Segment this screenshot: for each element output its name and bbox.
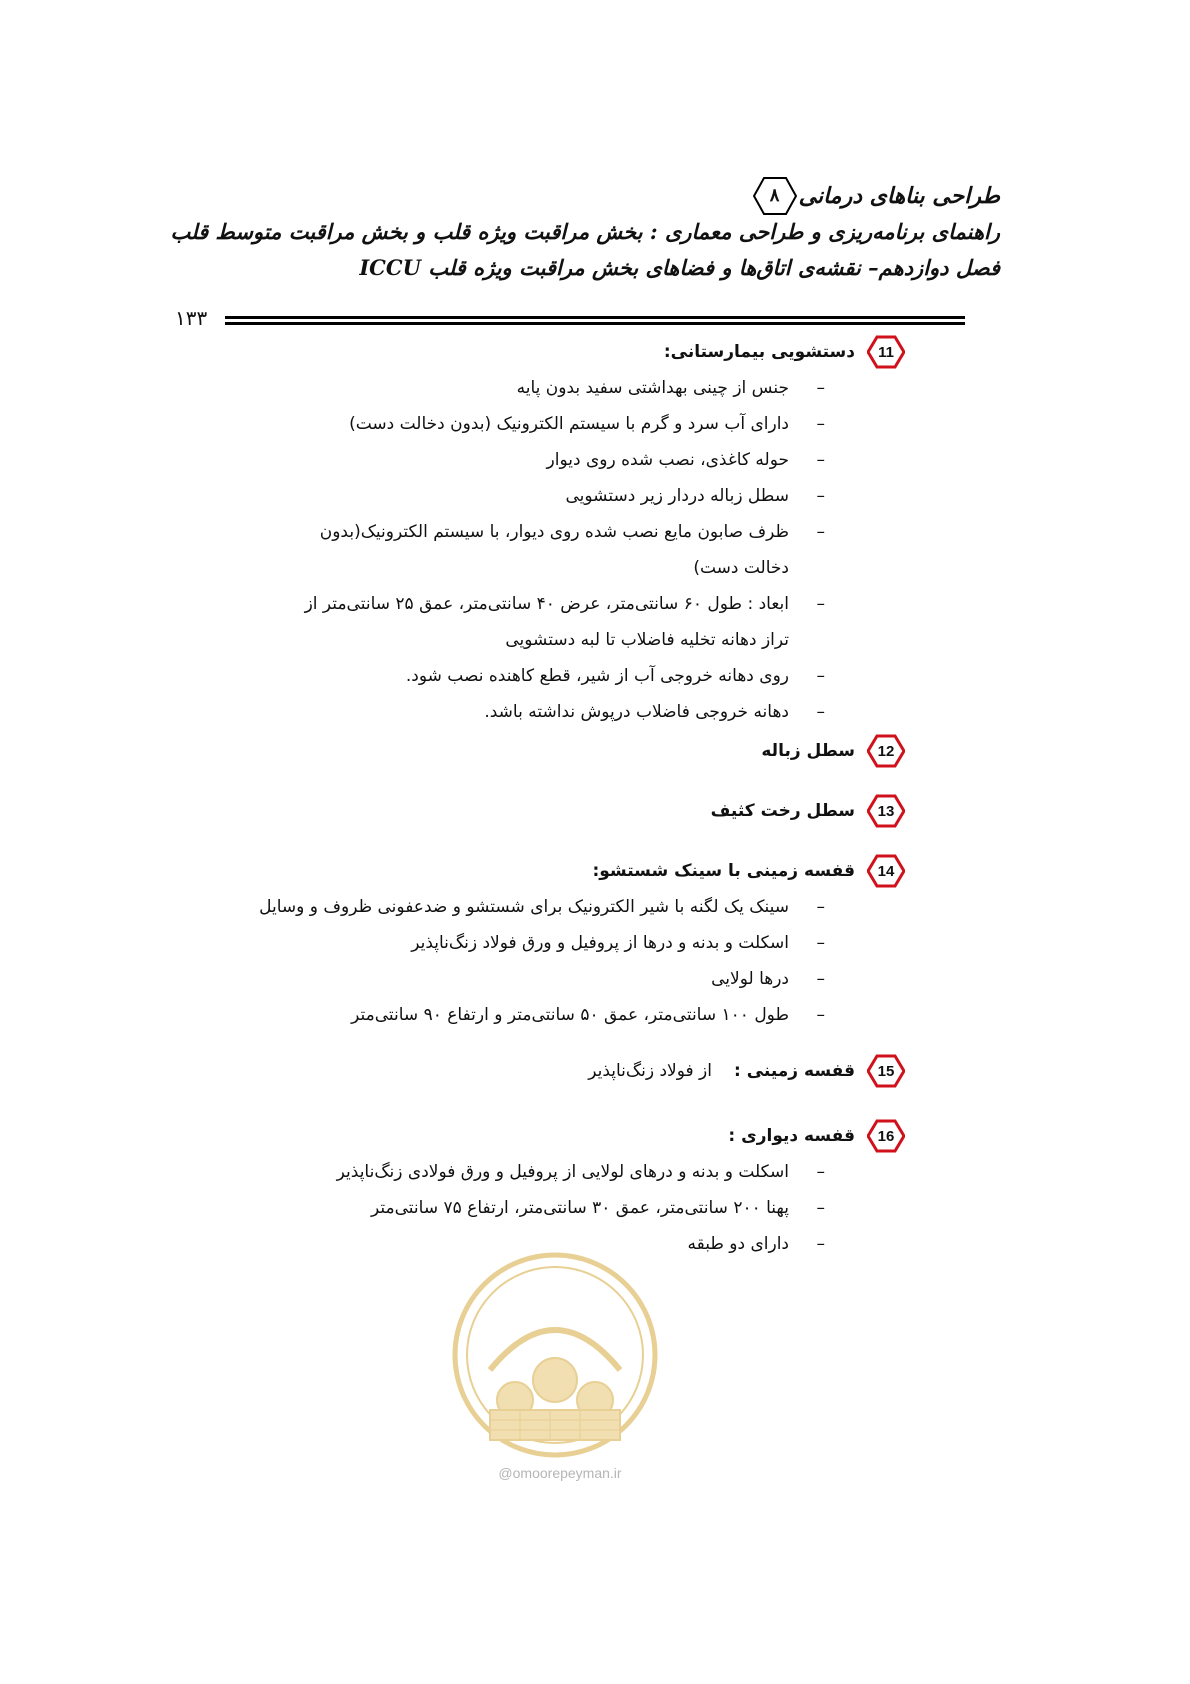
watermark-logo — [450, 1250, 660, 1460]
list-item — [289, 1190, 825, 1226]
section-heading — [185, 1118, 905, 1154]
section-title: قفسه زمینی با سینک شستشو: — [592, 861, 855, 881]
watermark-url: @omoorepeyman.ir — [498, 1465, 622, 1481]
section-heading — [185, 733, 905, 769]
dash-bullet: – — [816, 450, 825, 470]
list-item — [289, 997, 825, 1033]
number-badge — [867, 854, 905, 888]
item-text: سطل زباله دردار زیر دستشویی — [565, 486, 789, 506]
number-badge — [867, 1054, 905, 1088]
dash-bullet: – — [816, 1005, 825, 1025]
item-text: اسکلت و بدنه و درها از پروفیل و ورق فولاد زنگ‌ناپذیر — [411, 933, 789, 953]
section-title: سطل زباله — [761, 741, 855, 761]
item-text: روی دهانه خروجی آب از شیر، قطع کاهنده نصب شود. — [405, 666, 789, 686]
book-subtitle: راهنمای برنامه‌ریزی و طراحی معماری : بخش مراقبت ویژه قلب و بخش مراقبت متوسط قلب — [170, 219, 1000, 244]
list-item — [289, 658, 825, 694]
section-title: قفسه دیواری : — [728, 1126, 855, 1146]
section-13 — [185, 793, 905, 829]
item-text: پهنا ۲۰۰ سانتی‌متر، عمق ۳۰ سانتی‌متر، ارتفاع ۷۵ سانتی‌متر — [371, 1198, 789, 1218]
number-badge — [867, 794, 905, 828]
list-item — [289, 442, 825, 478]
number-badge — [867, 1119, 905, 1153]
book-title: طراحی بناهای درمانی — [798, 183, 1000, 209]
section-number: 12 — [877, 742, 895, 760]
section-title: قفسه زمینی : — [733, 1061, 855, 1081]
item-text: ظرف صابون مایع نصب شده روی دیوار، با سیستم الکترونیک(بدون دخالت دست) — [319, 522, 789, 578]
item-text: درها لولایی — [711, 969, 789, 989]
list-item — [289, 1154, 825, 1190]
item-text: دارای آب سرد و گرم با سیستم الکترونیک (بدون دخالت دست) — [349, 414, 789, 434]
page-number: ۱۳۳ — [175, 306, 208, 330]
section-number: 11 — [878, 343, 894, 361]
section-heading — [185, 793, 905, 829]
list-item — [289, 406, 825, 442]
item-text: اسکلت و بدنه و درهای لولایی از پروفیل و ورق فولادی زنگ‌ناپذیر — [336, 1162, 789, 1182]
item-text: دهانه خروجی فاضلاب درپوش نداشته باشد. — [484, 702, 789, 722]
section-heading — [185, 334, 905, 370]
section-number: 15 — [877, 1062, 895, 1080]
dash-bullet: – — [816, 414, 825, 434]
volume-number: ۸ — [769, 185, 780, 206]
dash-bullet: – — [816, 1162, 825, 1182]
dash-bullet: – — [816, 666, 825, 686]
number-badge — [867, 335, 905, 369]
dash-bullet: – — [816, 486, 825, 506]
list-item — [229, 889, 825, 925]
dash-bullet: – — [816, 378, 825, 398]
section-number: 16 — [877, 1127, 895, 1145]
dash-bullet: – — [816, 897, 825, 917]
section-title: دستشویی بیمارستانی: — [663, 342, 855, 362]
item-text: سینک یک لگنه با شیر الکترونیک برای شستشو و ضدعفونی ظروف و وسایل — [259, 897, 789, 917]
book-title-line — [190, 178, 1000, 214]
section-14 — [185, 853, 905, 1033]
list-item — [289, 586, 825, 658]
list-item — [289, 694, 825, 730]
book-header — [170, 178, 1000, 286]
list-item — [289, 514, 825, 586]
number-badge — [867, 734, 905, 768]
header-rule — [225, 316, 965, 325]
item-text: ابعاد : طول ۶۰ سانتی‌متر، عرض ۴۰ سانتی‌متر، عمق ۲۵ سانتی‌متر از تراز دهانه تخلیه فاضلاب تا لبه دستشویی — [304, 594, 789, 650]
dash-bullet: – — [816, 1198, 825, 1218]
dash-bullet: – — [816, 594, 825, 614]
item-list — [185, 1154, 905, 1262]
dash-bullet: – — [816, 522, 825, 542]
section-number: 13 — [877, 802, 895, 820]
item-text: حوله کاغذی، نصب شده روی دیوار — [546, 450, 789, 470]
item-list — [185, 889, 905, 1033]
section-heading — [185, 853, 905, 889]
dash-bullet: – — [816, 1234, 825, 1254]
dash-bullet: – — [816, 933, 825, 953]
chapter-title: فصل دوازدهم– نقشه‌ی اتاق‌ها و فضاهای بخش مراقبت ویژه قلب ICCU — [359, 255, 1000, 280]
section-15 — [185, 1053, 905, 1089]
section-heading — [185, 1053, 905, 1089]
dash-bullet: – — [816, 969, 825, 989]
list-item — [289, 961, 825, 997]
section-12 — [185, 733, 905, 769]
item-list — [185, 370, 905, 730]
list-item — [289, 925, 825, 961]
section-16 — [185, 1118, 905, 1262]
dash-bullet: – — [816, 702, 825, 722]
item-text: جنس از چینی بهداشتی سفید بدون پایه — [516, 378, 789, 398]
item-text: دارای دو طبقه — [687, 1234, 789, 1254]
list-item — [289, 370, 825, 406]
section-title: سطل رخت کثیف — [710, 801, 855, 821]
section-11 — [185, 334, 905, 730]
list-item — [289, 478, 825, 514]
item-text: طول ۱۰۰ سانتی‌متر، عمق ۵۰ سانتی‌متر و ارتفاع ۹۰ سانتی‌متر — [351, 1005, 789, 1025]
section-inline-text: از فولاد زنگ‌ناپذیر — [588, 1061, 712, 1081]
volume-badge — [753, 176, 797, 216]
section-number: 14 — [877, 862, 895, 880]
